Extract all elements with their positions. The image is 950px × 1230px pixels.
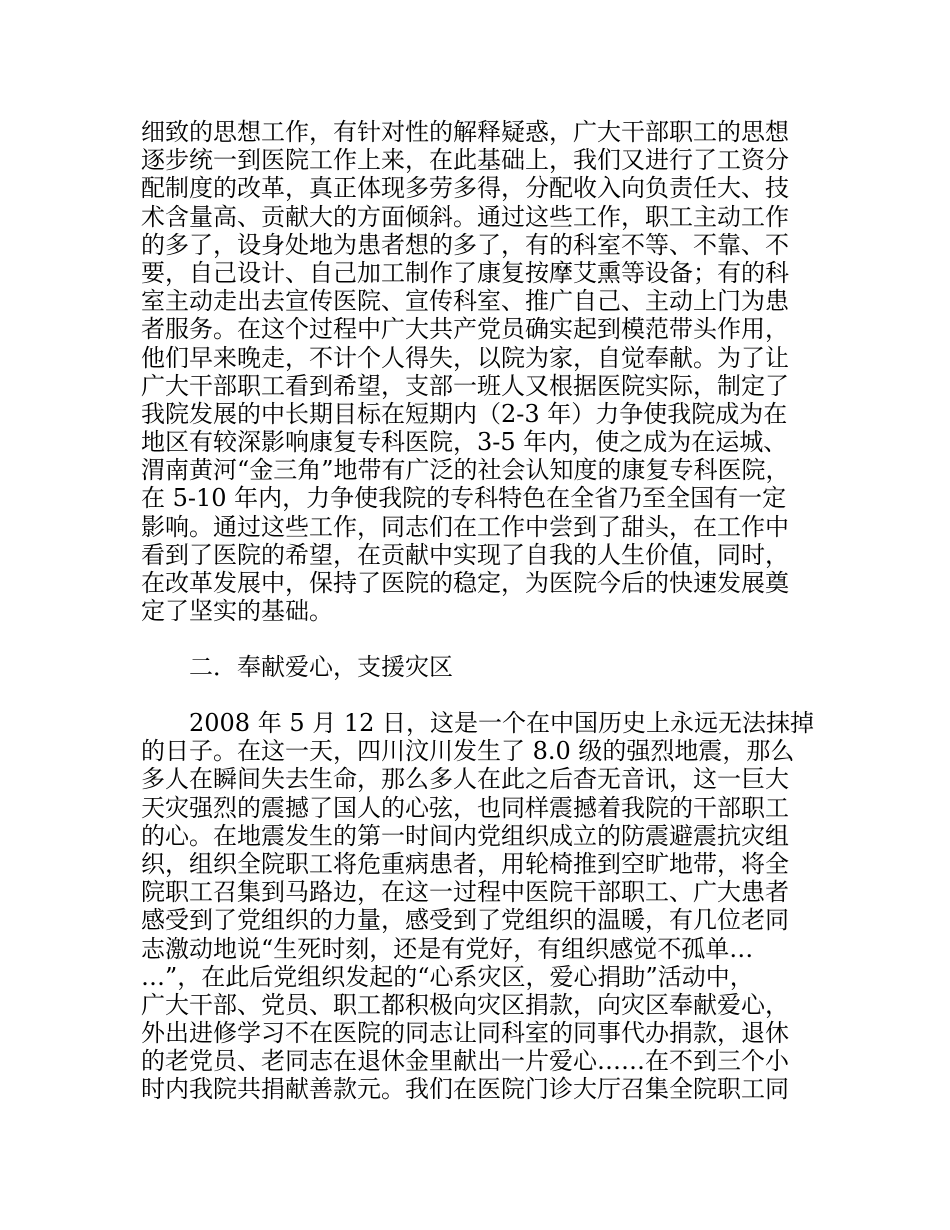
text-line: 室主动走出去宣传医院、宣传科室、推广自己、主动上门为患 — [141, 287, 789, 316]
text-line: 在 5-10 年内，力争使我院的专科特色在全省乃至全国有一定 — [141, 484, 787, 513]
text-line: 志激动地说“生死时刻，还是有党好，有组织感觉不孤单… — [141, 934, 754, 963]
text-line: 我院发展的中长期目标在短期内（2-3 年）力争使我院成为在 — [141, 399, 788, 428]
text-line: 渭南黄河“金三角”地带有广泛的社会认知度的康复专科医院， — [141, 456, 790, 485]
text-line: 时内我院共捐献善款元。我们在医院门诊大厅召集全院职工同 — [141, 1075, 789, 1104]
text-line: 看到了医院的希望，在贡献中实现了自我的人生价值，同时， — [141, 540, 789, 569]
text-line: 逐步统一到医院工作上来，在此基础上，我们又进行了工资分 — [141, 146, 789, 175]
text-line: 的心。在地震发生的第一时间内党组织成立的防震避震抗灾组 — [141, 821, 789, 850]
text-line: 广大干部职工看到希望，支部一班人又根据医院实际，制定了 — [141, 371, 789, 400]
text-line: 影响。通过这些工作，同志们在工作中尝到了甜头，在工作中 — [141, 512, 789, 541]
text-line: 配制度的改革，真正体现多劳多得，分配收入向负责任大、技 — [141, 174, 789, 203]
text-line: …”，在此后党组织发起的“心系灾区，爱心捐助”活动中， — [141, 962, 754, 991]
text-line: 广大干部、党员、职工都积极向灾区捐款，向灾区奉献爱心， — [141, 990, 789, 1019]
paragraph-1 — [141, 118, 831, 625]
text-line: 2008 年 5 月 12 日，这是一个在中国历史上永远无法抹掉 — [189, 709, 815, 737]
text-line: 的日子。在这一天，四川汶川发生了 8.0 级的强烈地震，那么 — [141, 737, 795, 766]
text-line: 地区有较深影响康复专科医院，3-5 年内，使之成为在运城、 — [141, 428, 788, 457]
text-line: 他们早来晚走，不计个人得失，以院为家，自觉奉献。为了让 — [141, 343, 789, 372]
text-line: 术含量高、贡献大的方面倾斜。通过这些工作，职工主动工作 — [141, 202, 789, 231]
text-line: 要，自己设计、自己加工制作了康复按摩艾熏等设备；有的科 — [141, 258, 789, 287]
text-line: 外出进修学习不在医院的同志让同科室的同事代办捐款，退休 — [141, 1019, 789, 1048]
text-line: 天灾强烈的震撼了国人的心弦，也同样震撼着我院的干部职工 — [141, 793, 789, 822]
text-line: 的老党员、老同志在退休金里献出一片爱心……在不到三个小 — [141, 1047, 789, 1076]
text-line: 多人在瞬间失去生命，那么多人在此之后杳无音讯，这一巨大 — [141, 765, 789, 794]
text-line: 在改革发展中，保持了医院的稳定，为医院今后的快速发展奠 — [141, 569, 789, 597]
text-line: 的多了，设身处地为患者想的多了，有的科室不等、不靠、不 — [141, 230, 789, 259]
text-line: 者服务。在这个过程中广大共产党员确实起到模范带头作用， — [141, 315, 789, 344]
section-heading: 二．奉献爱心，支援灾区 — [189, 653, 453, 681]
text-line: 院职工召集到马路边，在这一过程中医院干部职工、广大患者 — [141, 878, 789, 907]
section-heading-block — [141, 653, 831, 681]
text-line: 细致的思想工作，有针对性的解释疑惑，广大干部职工的思想 — [141, 118, 789, 146]
text-line: 感受到了党组织的力量，感受到了党组织的温暖，有几位老同 — [141, 906, 789, 935]
text-line: 织，组织全院职工将危重病患者，用轮椅推到空旷地带，将全 — [141, 849, 789, 878]
text-line: 定了坚实的基础。 — [141, 597, 333, 626]
paragraph-2 — [141, 709, 831, 1104]
